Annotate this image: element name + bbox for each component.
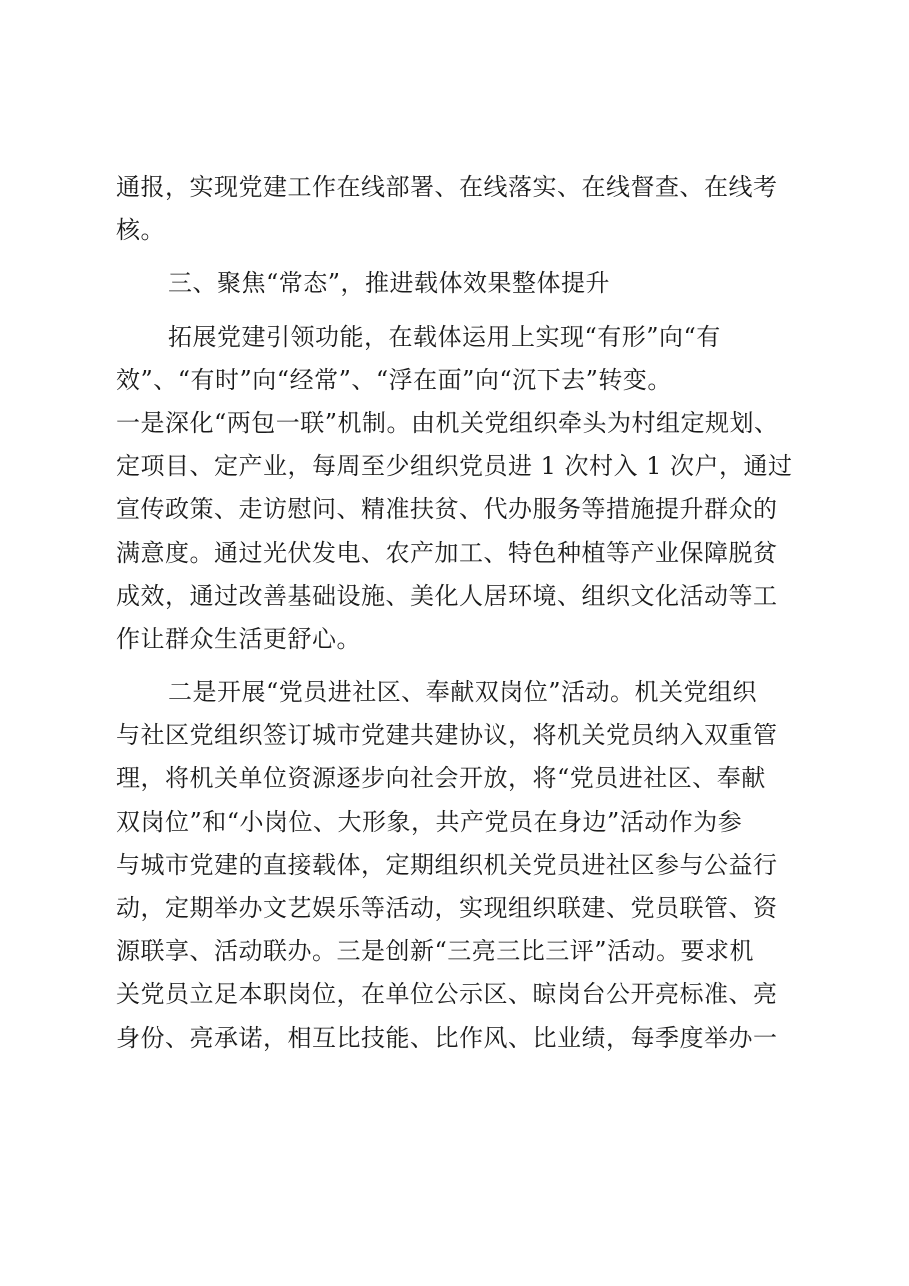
- text-line: 双岗位”和“小岗位、大形象，共产党员在身边”活动作为参: [116, 807, 743, 836]
- text-line: 动，定期举办文艺娱乐等活动，实现组织联建、党员联管、资: [116, 894, 778, 922]
- text-line: 通报，实现党建工作在线部署、在线落实、在线督查、在线考: [116, 173, 778, 201]
- text-line: 源联享、活动联办。三是创新“三亮三比三评”活动。要求机: [116, 937, 755, 966]
- text-line: 核。: [116, 216, 165, 245]
- text-line: 身份、亮承诺，相互比技能、比作风、比业绩，每季度举办一: [116, 1023, 778, 1052]
- text-line: 理，将机关单位资源逐步向社会开放，将“党员进社区、奉献: [116, 764, 766, 793]
- document-body: [116, 166, 802, 1060]
- text-line: 与城市党建的直接载体，定期组织机关党员进社区参与公益行: [116, 850, 778, 879]
- text-line: 与社区党组织签订城市党建共建协议，将机关党员纳入双重管: [116, 721, 778, 750]
- text-line: 效”、“有时”向“经常”、“浮在面”向“沉下去”转变。: [116, 365, 672, 394]
- text-line: 拓展党建引领功能，在载体运用上实现“有形”向“有: [168, 322, 721, 351]
- text-line: 二是开展“党员进社区、奉献双岗位”活动。机关党组织: [168, 678, 758, 707]
- text-line: 一是深化“两包一联”机制。由机关党组织牵头为村组定规划、: [116, 408, 779, 437]
- text-line: 成效，通过改善基础设施、美化人居环境、组织文化活动等工: [116, 581, 778, 610]
- text-line: 定项目、定产业，每周至少组织党员进 1 次村入 1 次户，通过: [116, 452, 793, 481]
- text-line: 关党员立足本职岗位，在单位公示区、晾岗台公开亮标准、亮: [116, 980, 778, 1009]
- text-line: 宣传政策、走访慰问、精准扶贫、代办服务等措施提升群众的: [116, 495, 778, 524]
- text-line: 作让群众生活更舒心。: [116, 624, 361, 653]
- text-line: 满意度。通过光伏发电、农产加工、特色种植等产业保障脱贫: [116, 538, 778, 567]
- section-heading: 三、聚焦“常态”，推进载体效果整体提升: [168, 269, 611, 298]
